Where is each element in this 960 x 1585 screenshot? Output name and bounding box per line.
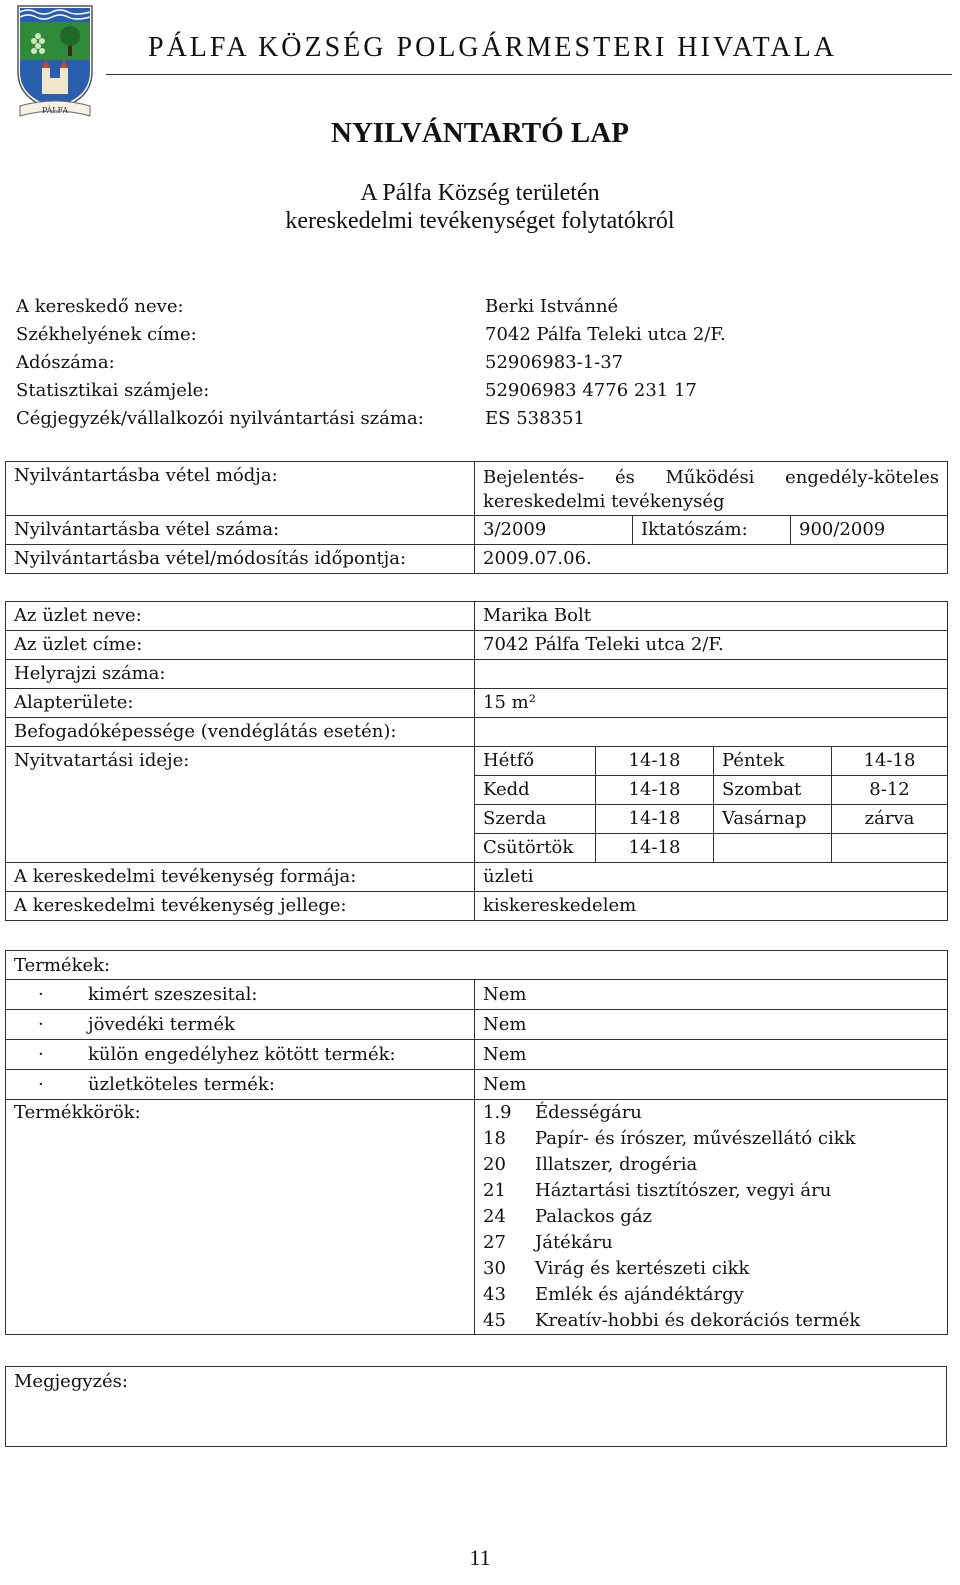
registry-number-label: Cégjegyzék/vállalkozói nyilvántartási száma: bbox=[16, 408, 424, 429]
product-item-label: · üzletköteles termék: bbox=[6, 1070, 475, 1100]
products-label: Termékek: bbox=[6, 951, 948, 980]
remarks-label: Megjegyzés: bbox=[6, 1367, 947, 1447]
activity-form-label: A kereskedelmi tevékenység formája: bbox=[6, 863, 475, 892]
hours-day: Szombat bbox=[714, 776, 832, 805]
reg-mode-label: Nyilvántartásba vétel módja: bbox=[6, 462, 475, 516]
header-divider bbox=[106, 74, 952, 75]
hours-day: Csütörtök bbox=[475, 834, 596, 863]
product-item-label: · külön engedélyhez kötött termék: bbox=[6, 1040, 475, 1070]
product-categories-list bbox=[475, 1100, 948, 1335]
category-item: 20 Illatszer, drogéria bbox=[483, 1154, 698, 1175]
hours-day: Szerda bbox=[475, 805, 596, 834]
svg-text:PÁLFA: PÁLFA bbox=[41, 106, 69, 115]
tax-number-value: 52906983-1-37 bbox=[485, 352, 624, 373]
registration-table bbox=[5, 461, 948, 574]
shop-address-label: Az üzlet címe: bbox=[6, 631, 475, 660]
activity-type-label: A kereskedelmi tevékenység jellege: bbox=[6, 892, 475, 921]
shop-table bbox=[5, 601, 948, 921]
opening-hours-label: Nyitvatartási ideje: bbox=[6, 747, 475, 863]
hours-time: 14-18 bbox=[596, 747, 714, 776]
shop-name-label: Az üzlet neve: bbox=[6, 602, 475, 631]
shop-name-value: Marika Bolt bbox=[475, 602, 948, 631]
page-number: 11 bbox=[469, 1545, 491, 1570]
hours-time: zárva bbox=[832, 805, 948, 834]
capacity-label: Befogadóképessége (vendéglátás esetén): bbox=[6, 718, 475, 747]
capacity-value bbox=[475, 718, 948, 747]
merchant-address-value: 7042 Pálfa Teleki utca 2/F. bbox=[485, 324, 726, 345]
lot-number-label: Helyrajzi száma: bbox=[6, 660, 475, 689]
category-item: 21 Háztartási tisztítószer, vegyi áru bbox=[483, 1180, 832, 1201]
hours-time: 14-18 bbox=[596, 834, 714, 863]
merchant-name-value: Berki Istvánné bbox=[485, 296, 619, 317]
category-item: 30 Virág és kertészeti cikk bbox=[483, 1258, 750, 1279]
floor-area-label: Alapterülete: bbox=[6, 689, 475, 718]
product-item-label: · jövedéki termék bbox=[6, 1010, 475, 1040]
remarks-box bbox=[5, 1366, 947, 1447]
hours-day: Vasárnap bbox=[714, 805, 832, 834]
filing-number-label: Iktatószám: bbox=[633, 516, 791, 545]
hours-time: 14-18 bbox=[596, 776, 714, 805]
hours-time: 14-18 bbox=[832, 747, 948, 776]
reg-date-label: Nyilvántartásba vétel/módosítás időpontja: bbox=[6, 545, 475, 574]
product-item-value: Nem bbox=[475, 1040, 948, 1070]
reg-number-value: 3/2009 bbox=[475, 516, 633, 545]
hours-time: 14-18 bbox=[596, 805, 714, 834]
hours-day: Kedd bbox=[475, 776, 596, 805]
activity-form-value: üzleti bbox=[475, 863, 948, 892]
floor-area-value: 15 m² bbox=[475, 689, 948, 718]
page-subtitle-line1: A Pálfa Község területén bbox=[360, 180, 600, 206]
products-table bbox=[5, 950, 948, 1335]
registry-number-value: ES 538351 bbox=[485, 408, 585, 429]
filing-number-value: 900/2009 bbox=[791, 516, 948, 545]
category-item: 45 Kreatív-hobbi és dekorációs termék bbox=[483, 1310, 861, 1331]
category-item: 43 Emlék és ajándéktárgy bbox=[483, 1284, 744, 1305]
product-item-value: Nem bbox=[475, 1010, 948, 1040]
village-crest-logo bbox=[14, 2, 96, 120]
product-categories-label: Termékkörök: bbox=[6, 1100, 475, 1335]
reg-date-value: 2009.07.06. bbox=[475, 545, 948, 574]
merchant-name-label: A kereskedő neve: bbox=[16, 296, 184, 317]
reg-mode-value: Bejelentés- és Működési engedély-köteles kereskedelmi tevékenység bbox=[475, 462, 948, 516]
hours-day: Péntek bbox=[714, 747, 832, 776]
hours-day: Hétfő bbox=[475, 747, 596, 776]
category-item: 24 Palackos gáz bbox=[483, 1206, 653, 1227]
lot-number-value bbox=[475, 660, 948, 689]
product-item-label: · kimért szeszesital: bbox=[6, 980, 475, 1010]
office-header-title: PÁLFA KÖZSÉG POLGÁRMESTERI HIVATALA bbox=[148, 32, 837, 63]
category-item: 1.9 Édességáru bbox=[483, 1102, 642, 1123]
reg-number-label: Nyilvántartásba vétel száma: bbox=[6, 516, 475, 545]
hours-time: 8-12 bbox=[832, 776, 948, 805]
category-item: 27 Játékáru bbox=[483, 1232, 613, 1253]
activity-type-value: kiskereskedelem bbox=[475, 892, 948, 921]
category-item: 18 Papír- és írószer, művészellátó cikk bbox=[483, 1128, 856, 1149]
page-title: NYILVÁNTARTÓ LAP bbox=[331, 117, 629, 149]
product-item-value: Nem bbox=[475, 1070, 948, 1100]
page-subtitle-line2: kereskedelmi tevékenységet folytatókról bbox=[285, 208, 675, 234]
hours-day bbox=[714, 834, 832, 863]
stat-number-label: Statisztikai számjele: bbox=[16, 380, 210, 401]
merchant-address-label: Székhelyének címe: bbox=[16, 324, 197, 345]
stat-number-value: 52906983 4776 231 17 bbox=[485, 380, 697, 401]
tax-number-label: Adószáma: bbox=[16, 352, 115, 373]
hours-time bbox=[832, 834, 948, 863]
product-item-value: Nem bbox=[475, 980, 948, 1010]
shop-address-value: 7042 Pálfa Teleki utca 2/F. bbox=[475, 631, 948, 660]
